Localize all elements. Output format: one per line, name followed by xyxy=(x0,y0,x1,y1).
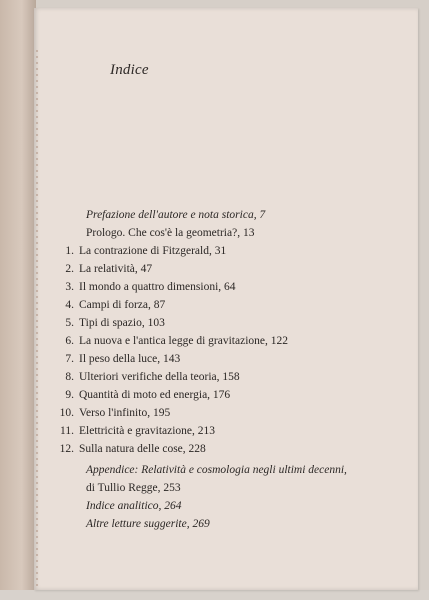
binding-stitches xyxy=(36,48,38,588)
chapter-number: 2. xyxy=(65,263,74,275)
chapter-number: 10. xyxy=(59,407,74,419)
toc-entry-label: Ulteriori verifiche della teoria, xyxy=(79,371,220,383)
toc-entry-chapter xyxy=(46,296,386,314)
toc-entry-label: La contrazione di Fitzgerald, xyxy=(79,245,212,257)
toc-entry-chapter xyxy=(46,386,386,404)
toc-entry-chapter xyxy=(46,278,386,296)
toc-entry-label: di Tullio Regge, xyxy=(86,482,161,494)
toc-entry-chapter xyxy=(46,350,386,368)
toc-entry-chapter xyxy=(46,422,386,440)
toc-entry-page: 176 xyxy=(212,389,231,401)
toc-entry-label: Campi di forza, xyxy=(79,299,151,311)
toc-entry-label: Appendice: Relatività e cosmologia negli ultimi decenni, xyxy=(86,464,347,476)
table-of-contents xyxy=(46,206,386,533)
chapter-number: 9. xyxy=(65,389,74,401)
toc-entry-label: Il peso della luce, xyxy=(79,353,161,365)
toc-entry-label: Il mondo a quattro dimensioni, xyxy=(79,281,222,293)
toc-entry-page: 143 xyxy=(162,353,181,365)
toc-entry-index xyxy=(46,497,386,515)
toc-entry-chapter xyxy=(46,260,386,278)
toc-entry-label: Indice analitico, xyxy=(86,500,162,512)
toc-entry-label: Quantità di moto ed energia, xyxy=(79,389,211,401)
toc-entry-page: 253 xyxy=(163,482,181,494)
toc-entry-label: Prefazione dell'autore e nota storica, xyxy=(86,209,257,221)
toc-entry-page: 64 xyxy=(224,281,236,293)
toc-entry-page: 264 xyxy=(164,500,182,512)
toc-entry-page: 87 xyxy=(153,299,166,311)
toc-entry-label: Sulla natura delle cose, xyxy=(79,443,186,455)
toc-entry-page: 158 xyxy=(222,371,240,383)
page-title: Indice xyxy=(110,62,149,78)
toc-entry-chapter xyxy=(46,404,386,422)
toc-entry-chapter xyxy=(46,332,386,350)
toc-entry-page: 213 xyxy=(197,425,216,437)
toc-entry-label: Verso l'infinito, xyxy=(79,407,151,419)
toc-entry-label: Altre letture suggerite, xyxy=(86,518,190,530)
toc-entry-page: 195 xyxy=(152,407,171,419)
toc-entry-label: La relatività, xyxy=(79,263,138,275)
chapter-number: 7. xyxy=(65,353,74,365)
chapter-number: 11. xyxy=(60,425,74,437)
chapter-number: 1. xyxy=(65,245,74,257)
toc-entry-page: 31 xyxy=(214,245,227,257)
toc-entry-appendix-author xyxy=(46,479,386,497)
toc-entry-chapter xyxy=(46,314,386,332)
toc-entry-page: 269 xyxy=(192,518,210,530)
background-surface xyxy=(0,590,429,600)
toc-entry-readings xyxy=(46,515,386,533)
toc-entry-page: 47 xyxy=(140,263,153,275)
toc-entry-prologue xyxy=(46,224,386,242)
toc-entry-page: 13 xyxy=(242,227,255,239)
chapter-number: 12. xyxy=(59,443,74,455)
chapter-number: 8. xyxy=(65,371,74,383)
book-spine-shadow xyxy=(0,0,36,600)
toc-entry-page: 122 xyxy=(270,335,288,347)
toc-entry-label: Prologo. Che cos'è la geometria?, xyxy=(86,227,241,239)
chapter-number: 3. xyxy=(65,281,74,293)
chapter-list xyxy=(46,242,386,458)
toc-entry-page: 228 xyxy=(188,443,206,455)
toc-entry-chapter xyxy=(46,242,386,260)
toc-entry-appendix xyxy=(46,461,386,479)
toc-entry-label: Elettricità e gravitazione, xyxy=(79,425,195,437)
toc-entry-page: 103 xyxy=(147,317,165,329)
toc-entry-chapter xyxy=(46,368,386,386)
chapter-number: 4. xyxy=(65,299,74,311)
chapter-number: 6. xyxy=(65,335,74,347)
chapter-number: 5. xyxy=(65,317,74,329)
toc-entry-label: La nuova e l'antica legge di gravitazione, xyxy=(79,335,268,347)
toc-entry-page: 7 xyxy=(259,209,266,221)
toc-entry-chapter xyxy=(46,440,386,458)
toc-entry-label: Tipi di spazio, xyxy=(79,317,145,329)
toc-entry-preface xyxy=(46,206,386,224)
